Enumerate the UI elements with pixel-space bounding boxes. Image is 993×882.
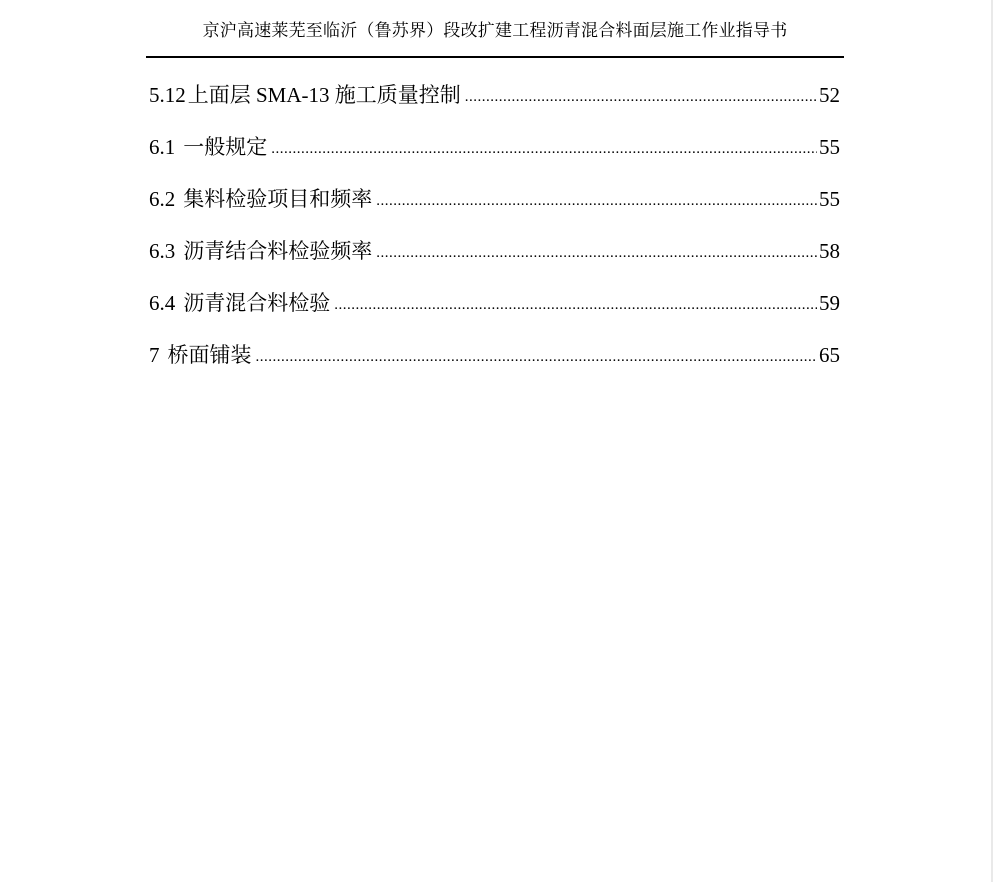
toc-entry-6-1[interactable] [149, 130, 840, 182]
toc-entry-7[interactable] [149, 338, 840, 390]
toc-entry-page: 58 [819, 239, 840, 263]
toc-entry-number: 6.2 [149, 187, 176, 211]
toc-entry-page: 59 [819, 291, 840, 315]
running-header: 京沪高速莱芜至临沂（鲁苏界）段改扩建工程沥青混合料面层施工作业指导书 [202, 21, 788, 40]
toc-entry-number: 7 [149, 343, 160, 367]
toc-dot-leader [376, 236, 817, 270]
toc-entry-6-3[interactable] [149, 234, 840, 286]
toc-entry-number: 5.12 [149, 83, 186, 107]
toc-entry-number: 6.4 [149, 291, 176, 315]
toc-entry-page: 55 [819, 135, 840, 159]
toc-entry-6-2[interactable] [149, 182, 840, 234]
toc-dot-leader [256, 340, 818, 374]
table-of-contents [149, 78, 840, 390]
toc-entry-page: 65 [819, 343, 840, 367]
toc-dot-leader [334, 288, 817, 322]
toc-entry-6-4[interactable] [149, 286, 840, 338]
toc-entry-number: 6.3 [149, 239, 176, 263]
toc-entry-page: 55 [819, 187, 840, 211]
toc-entry-title: 桥面铺装 [167, 343, 252, 367]
toc-entry-title: 集料检验项目和频率 [183, 187, 373, 211]
toc-entry-title: 沥青结合料检验频率 [183, 239, 373, 263]
toc-entry-title: 沥青混合料检验 [183, 291, 331, 315]
toc-entry-5-12[interactable] [149, 78, 840, 130]
toc-entry-number: 6.1 [149, 135, 176, 159]
toc-dot-leader [376, 184, 817, 218]
header-rule [146, 56, 844, 58]
toc-entry-title: 一般规定 [183, 135, 268, 159]
toc-dot-leader [271, 132, 817, 166]
toc-dot-leader [465, 80, 817, 114]
toc-entry-title: 上面层 SMA-13 施工质量控制 [187, 83, 461, 107]
toc-entry-page: 52 [819, 83, 840, 107]
